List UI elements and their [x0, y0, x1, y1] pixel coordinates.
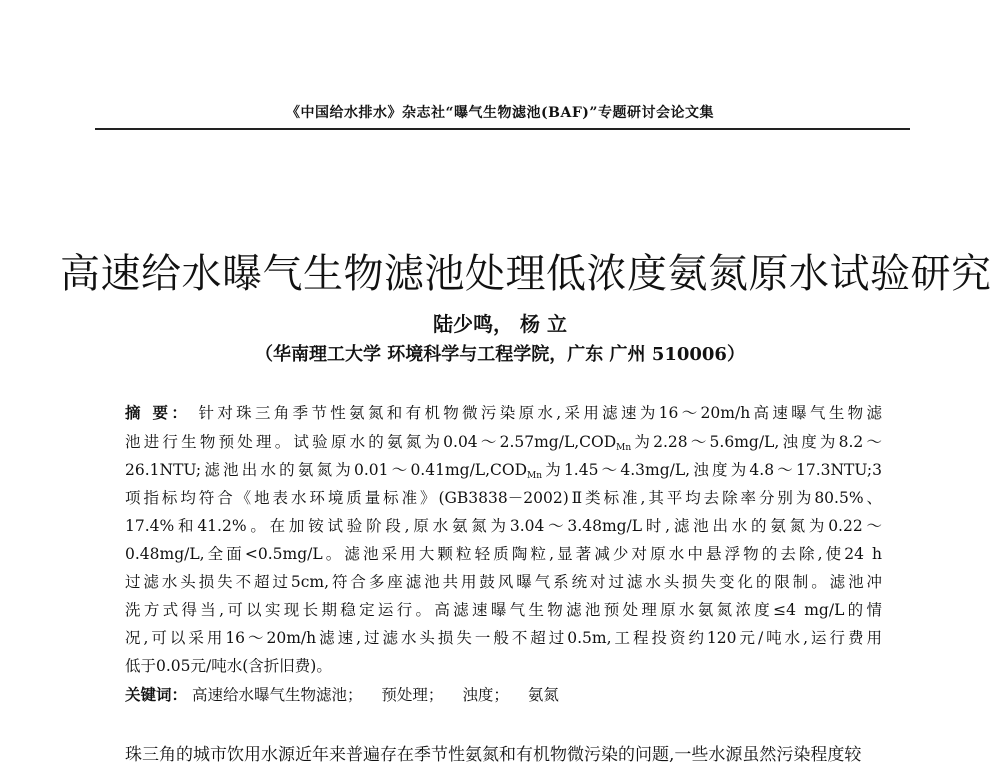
abstract-line: 洗方式得当,可以实现长期稳定运行。高滤速曝气生物滤池预处理原水氨氮浓度≤4 mg/L的情 [125, 601, 882, 619]
keyword: 高速给水曝气生物滤池； [191, 686, 363, 704]
abstract-text: 为2.28～5.6mg/L,浊度为8.2～ [631, 433, 882, 451]
body-paragraph: 珠三角的城市饮用水源近年来普遍存在季节性氨氮和有机物微污染的问题,一些水源虽然污染程度较 [125, 745, 862, 765]
abstract-text: 针对珠三角季节性氨氮和有机物微污染原水,采用滤速为16～20m/h高速曝气生物滤 [198, 404, 882, 422]
abstract-text: 26.1NTU;滤池出水的氨氮为0.01～0.41mg/L,COD [125, 461, 528, 479]
paper-title: 高速给水曝气生物滤池处理低浓度氨氮原水试验研究 [60, 251, 992, 297]
abstract-label: 摘 要： [125, 404, 191, 422]
subscript: Mn [527, 471, 543, 481]
keywords [125, 684, 882, 706]
abstract-text: 池进行生物预处理。试验原水的氨氮为0.04～2.57mg/L,COD [125, 433, 617, 451]
keyword: 预处理； [381, 686, 444, 704]
keyword: 氨氮 [527, 686, 559, 704]
running-header: 《中国给水排水》杂志社“曝气生物滤池(BAF)”专题研讨会论文集 [286, 105, 714, 121]
abstract-line: 低于0.05元/吨水(含折旧费)。 [125, 657, 332, 675]
abstract-text: 为1.45～4.3mg/L,浊度为4.8～17.3NTU;3 [542, 461, 882, 479]
subscript: Mn [616, 443, 632, 453]
keywords-label: 关键词： [125, 686, 188, 704]
header-rule [95, 128, 910, 130]
abstract-line: 过滤水头损失不超过5cm,符合多座滤池共用鼓风曝气系统对过滤水头损失变化的限制。滤池冲 [125, 573, 882, 591]
abstract-line: 17.4%和41.2%。在加铵试验阶段,原水氨氮为3.04～3.48mg/L时,滤池出水的氨氮为0.22～ [125, 517, 882, 535]
abstract-line: 0.48mg/L,全面<0.5mg/L。滤池采用大颗粒轻质陶粒,显著减少对原水中悬浮物的去除,使24 h [125, 545, 882, 563]
abstract-line: 项指标均符合《地表水环境质量标准》(GB3838－2002)Ⅱ类标准,其平均去除率分别为80.5%、 [125, 489, 882, 507]
abstract-line [125, 402, 882, 424]
abstract-line: 况,可以采用16～20m/h滤速,过滤水头损失一般不超过0.5m,工程投资约120元/吨水,运行费用 [125, 629, 882, 647]
authors: 陆少鸣， 杨 立 [433, 312, 567, 336]
affiliation: （华南理工大学 环境科学与工程学院，广东 广州 510006） [255, 344, 745, 365]
keyword: 浊度； [462, 686, 509, 704]
abstract-line [125, 459, 882, 481]
abstract-line [125, 431, 882, 453]
